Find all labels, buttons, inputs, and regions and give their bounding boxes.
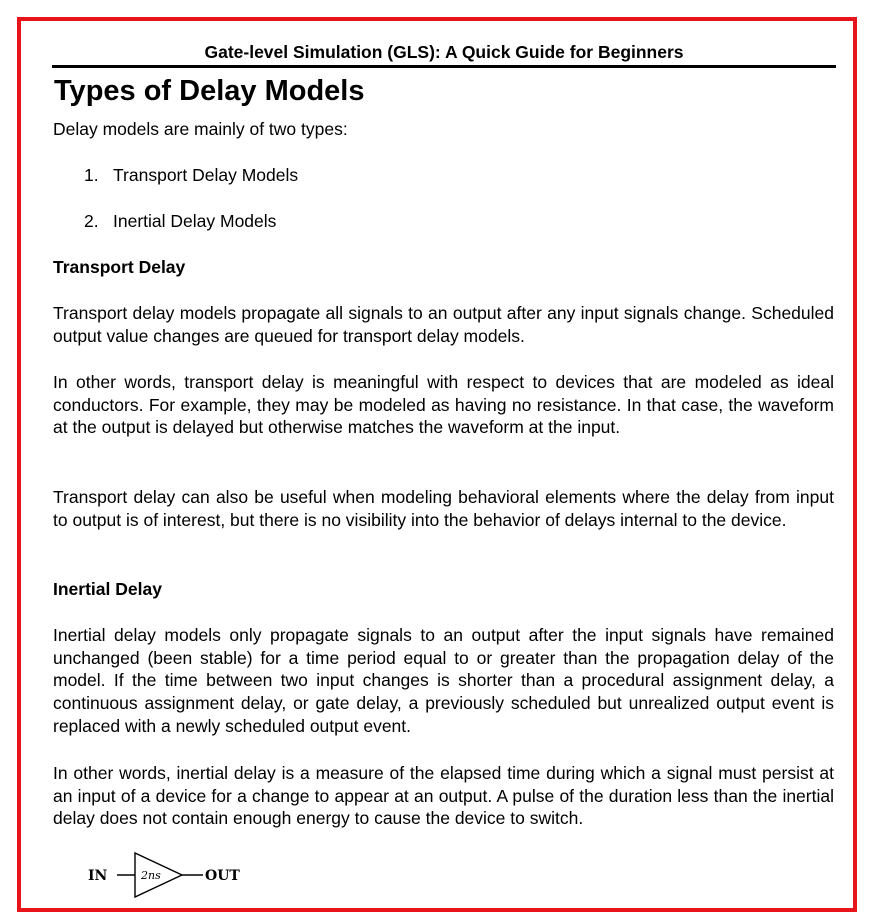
- list-item: [84, 210, 276, 232]
- list-item-label: Inertial Delay Models: [113, 211, 277, 231]
- inertial-paragraph-1: Inertial delay models only propagate signals to an output after the input signals have remained unchanged (been stable) for a time period equal to or greater than the propagation delay of the model. If the time between two input changes is shorter than a procedural assignment delay, a continuous assignment delay, or gate delay, a previously scheduled but unrealized output event is replaced with a newly scheduled output event.: [53, 625, 834, 736]
- buffer-gate-diagram: [85, 845, 255, 905]
- transport-paragraph-2: In other words, transport delay is meaningful with respect to devices that are modeled as ideal conductors. For example, they may be modeled as having no resistance. In that case, the waveform at the output is delayed but otherwise matches the waveform at the input.: [53, 372, 834, 438]
- list-item-number: 2.: [84, 211, 99, 231]
- list-item-label: Transport Delay Models: [113, 165, 299, 185]
- running-header: Gate-level Simulation (GLS): A Quick Guide for Beginners: [204, 42, 684, 62]
- in-label: IN: [88, 868, 108, 884]
- inertial-delay-heading: Inertial Delay: [53, 579, 162, 599]
- list-item: [84, 164, 298, 186]
- list-item-number: 1.: [84, 165, 99, 185]
- header-rule: [52, 65, 836, 68]
- inertial-paragraph-2: In other words, inertial delay is a measure of the elapsed time during which a signal must persist at an input of a device for a change to appear at an output. A pulse of the duration less than the inertial delay does not contain enough energy to cause the device to switch.: [53, 763, 834, 829]
- transport-paragraph-1: Transport delay models propagate all signals to an output after any input signals change. Scheduled output value changes are queued for transport delay models.: [53, 303, 834, 346]
- intro-text: Delay models are mainly of two types:: [53, 119, 348, 139]
- transport-paragraph-3: Transport delay can also be useful when modeling behavioral elements where the delay from input to output is of interest, but there is no visibility into the behavior of delays internal to the device.: [53, 487, 834, 530]
- delay-label: 2ns: [141, 869, 161, 882]
- out-label: OUT: [205, 868, 240, 884]
- section-title: Types of Delay Models: [54, 75, 365, 107]
- transport-delay-heading: Transport Delay: [53, 257, 186, 277]
